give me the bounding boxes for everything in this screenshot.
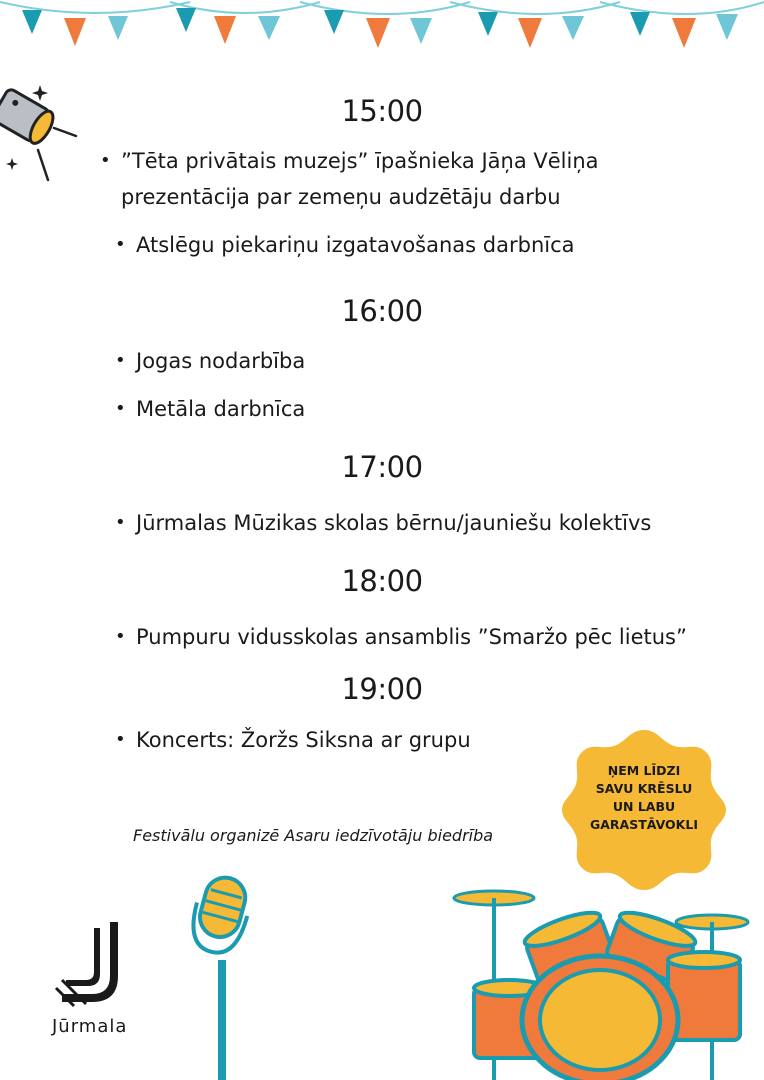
bullet-icon: • bbox=[115, 350, 126, 371]
badge-text bbox=[562, 762, 726, 834]
badge-line: SAVU KRĒSLU bbox=[595, 781, 693, 796]
item-text: Metāla darbnīca bbox=[136, 397, 306, 421]
item-text: prezentācija par zemeņu audzētāju darbu bbox=[121, 185, 561, 209]
schedule-item bbox=[100, 143, 599, 179]
schedule-item bbox=[115, 722, 471, 758]
bullet-icon: • bbox=[115, 512, 126, 533]
time-heading: 18:00 bbox=[341, 564, 423, 598]
bullet-icon: • bbox=[115, 234, 126, 255]
item-text: ”Tēta privātais muzejs” īpašnieka Jāņa Vēliņa bbox=[121, 149, 599, 173]
schedule-item bbox=[115, 505, 652, 541]
time-heading: 16:00 bbox=[341, 294, 423, 328]
schedule-item bbox=[115, 343, 306, 379]
item-text: Jogas nodarbība bbox=[136, 349, 306, 373]
time-heading: 19:00 bbox=[341, 672, 423, 706]
jurmala-logo-icon bbox=[52, 918, 132, 1008]
badge-line: ŅEM LĪDZI bbox=[607, 763, 681, 778]
schedule-item bbox=[115, 619, 687, 655]
badge-line: UN LABU bbox=[612, 799, 676, 814]
drum-kit-icon bbox=[450, 880, 764, 1080]
schedule-item bbox=[115, 227, 575, 263]
time-heading: 17:00 bbox=[341, 450, 423, 484]
item-text: Jūrmalas Mūzikas skolas bērnu/jauniešu kolektīvs bbox=[136, 511, 652, 535]
schedule-item bbox=[115, 391, 306, 427]
organizer-note: Festivālu organizē Asaru iedzīvotāju biedrība bbox=[133, 826, 494, 845]
bullet-icon: • bbox=[115, 626, 126, 647]
logo-text: Jūrmala bbox=[52, 1016, 128, 1037]
microphone-icon bbox=[190, 870, 260, 1080]
bullet-icon: • bbox=[100, 150, 111, 171]
item-text: Koncerts: Žoržs Siksna ar grupu bbox=[136, 728, 471, 752]
item-text: Pumpuru vidusskolas ansamblis ”Smaržo pēc lietus” bbox=[136, 625, 687, 649]
item-text: Atslēgu piekariņu izgatavošanas darbnīca bbox=[136, 233, 575, 257]
bullet-icon: • bbox=[115, 729, 126, 750]
bunting-decoration bbox=[0, 0, 764, 60]
time-heading: 15:00 bbox=[341, 94, 423, 128]
schedule-item-continuation bbox=[121, 179, 561, 215]
badge-line: GARASTĀVOKLI bbox=[590, 817, 698, 832]
bullet-icon: • bbox=[115, 398, 126, 419]
